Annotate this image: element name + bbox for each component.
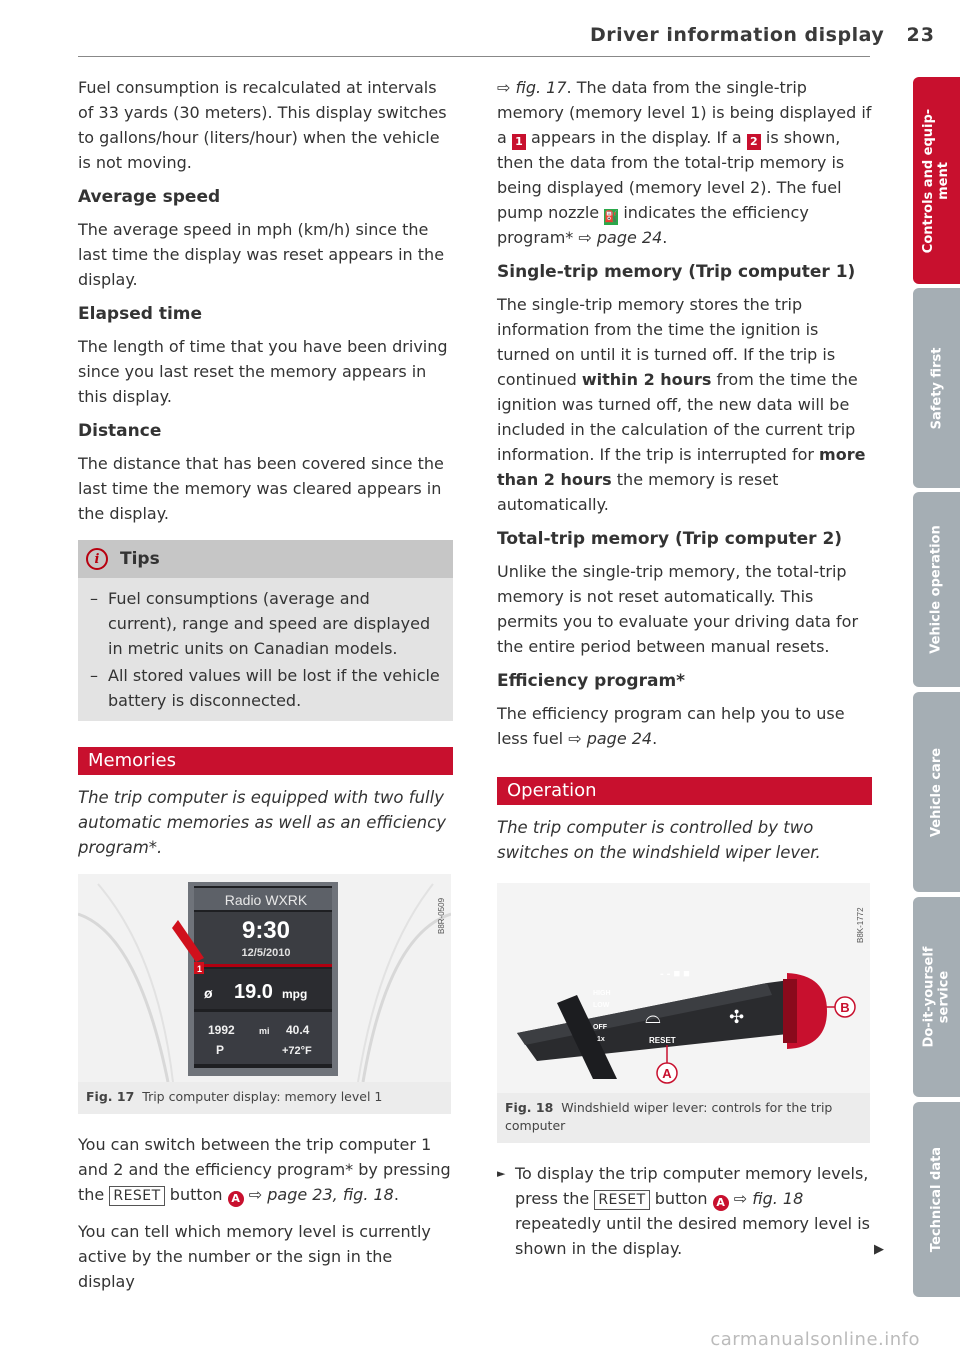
fig18-callout-a: A: [662, 1066, 672, 1081]
figure-18: [497, 883, 870, 1143]
memories-intro: The trip computer is equipped with two fully automatic memories as well as an efficiency program*.: [78, 788, 446, 857]
left-column: [78, 75, 453, 1306]
fig18-off: OFF: [593, 1024, 607, 1031]
callout-a-icon: A: [228, 1191, 244, 1207]
heading-total-trip: Total-trip memory (Trip computer 2): [497, 529, 843, 549]
paragraph-distance: The distance that has been covered since the last time the memory was cleared appears in the display.: [78, 454, 444, 523]
figure-17-caption: [78, 1082, 451, 1114]
tab-vehicle-care[interactable]: [913, 692, 960, 892]
heading-distance: Distance: [78, 421, 162, 441]
fig17-mpg-value: 19.0: [234, 981, 273, 1003]
memory-2-icon: 2: [747, 134, 761, 150]
watermark: carmanualsonline.info: [710, 1329, 920, 1350]
text-run: indicates the efficiency program*: [497, 203, 809, 247]
tab-label: Vehicle care: [929, 747, 944, 837]
section-bar-operation: Operation: [497, 777, 872, 805]
paragraph-average-speed: The average speed in mph (km/h) since the last time the display was reset appears in the display.: [78, 220, 445, 289]
figure-reference: ⇨ fig. 18: [733, 1189, 804, 1208]
tab-controls-and-equipment[interactable]: [913, 77, 960, 284]
figure-18-label: Fig. 18: [505, 1100, 554, 1115]
tab-label: Safety first: [929, 347, 945, 429]
text-run: The single-trip memory stores the trip information from the time the ignition is turned on until it is turned off. If the trip is continued: [497, 295, 836, 389]
page-reference: ⇨ page 23, fig. 18: [248, 1185, 394, 1204]
header-title: Driver information display: [590, 24, 885, 46]
fuel-pump-nozzle-icon: ⛽: [604, 210, 619, 223]
text-run: .: [393, 1185, 399, 1204]
header-rule: [78, 56, 870, 57]
reset-key: RESET: [109, 1186, 164, 1206]
text-run: To display the trip computer memory levels, press the: [515, 1164, 869, 1208]
figure-17: [78, 874, 451, 1114]
tab-label: Vehicle operation: [929, 525, 945, 654]
paragraph-total-trip: Unlike the single-trip memory, the total-trip memory is not reset automatically. This permits you to evaluate your driving data for the entire period between manual resets.: [497, 562, 859, 656]
fig18-code: B8K-1772: [856, 907, 865, 943]
reset-key: RESET: [594, 1190, 649, 1210]
info-icon: i: [86, 548, 108, 570]
fig18-callout-b: B: [840, 1000, 850, 1015]
section-bar-memories: Memories: [78, 747, 453, 775]
fig17-mi: mi: [259, 1026, 270, 1036]
fig18-high: HIGH: [593, 990, 611, 997]
memory-1-icon: 1: [512, 134, 526, 150]
tip-item: – Fuel consumptions (average and current), range and speed are displayed in metric units on Canadian models.: [90, 586, 443, 661]
bold-run: more than 2 hours: [497, 445, 866, 489]
washer-icon: ✣: [729, 1007, 745, 1028]
tab-safety-first[interactable]: [913, 288, 960, 488]
wiper-icon: ⌓: [645, 1004, 661, 1028]
tips-list: [78, 586, 453, 713]
tab-vehicle-operation[interactable]: [913, 492, 960, 687]
step-paragraph: [497, 1161, 872, 1261]
fig17-time: 9:30: [241, 917, 291, 944]
text-run: button: [164, 1185, 228, 1204]
tab-technical-data[interactable]: [913, 1102, 960, 1297]
fig17-code: B8R-0509: [437, 897, 446, 934]
right-column: [497, 75, 884, 1273]
paragraph-memory-indicator: [497, 75, 872, 250]
text-run: The efficiency program can help you to use less fuel: [497, 704, 845, 748]
figure-reference: ⇨ fig. 17: [497, 78, 567, 97]
figure-18-caption: [497, 1093, 870, 1143]
tips-header: [78, 540, 453, 578]
callout-a-icon: A: [713, 1195, 729, 1211]
running-header: [590, 24, 935, 52]
page-number: 23: [906, 24, 935, 46]
text-run: button: [649, 1189, 713, 1208]
figure-17-caption-text: Trip computer display: memory level 1: [142, 1089, 383, 1104]
tab-label: Controls and equip- ment: [921, 108, 952, 253]
fig18-onex: 1x: [597, 1036, 605, 1043]
text-run: the memory is reset automatically.: [497, 470, 779, 514]
fig17-trip: 40.4: [286, 1023, 310, 1037]
tab-label: Do-it-yourself service: [921, 946, 952, 1048]
heading-efficiency: Efficiency program*: [497, 671, 686, 691]
heading-single-trip: Single-trip memory (Trip computer 1): [497, 262, 856, 282]
paragraph-memory-level: You can tell which memory level is currently active by the number or the sign in the display: [78, 1222, 431, 1291]
wiper-lever-illustration: [497, 883, 870, 1093]
tab-do-it-yourself-service[interactable]: [913, 897, 960, 1097]
tips-title: Tips: [120, 549, 160, 569]
svg-text:- - ■ ■: - - ■ ■: [660, 968, 690, 980]
heading-elapsed-time: Elapsed time: [78, 304, 203, 324]
text-run: appears in the display. If a: [525, 128, 747, 147]
fig17-temp: +72°F: [282, 1045, 312, 1057]
tips-box: [78, 540, 453, 721]
paragraph-switch: [78, 1132, 453, 1207]
paragraph-fuel: Fuel consumption is recalculated at intervals of 33 yards (30 meters). This display switches to gallons/hour (liters/hour) when the vehicle is not moving.: [78, 78, 447, 172]
fig17-avg-symbol: ø: [204, 985, 213, 1001]
figure-17-label: Fig. 17: [86, 1089, 135, 1104]
fig18-low: LOW: [593, 1002, 610, 1009]
page-reference: ⇨ page 24: [568, 729, 653, 748]
operation-intro: The trip computer is controlled by two switches on the windshield wiper lever.: [497, 818, 821, 862]
text-run: is shown, then the data from the total-trip memory is being displayed (memory level 2). The fuel pump nozzle: [497, 128, 845, 222]
text-run: You can switch between the trip computer 1 and 2 and the efficiency program* by pressing the: [78, 1135, 451, 1204]
text-run: from the time the ignition was turned off, the new data will be included in the calculation of the current trip information. If the trip is interrupted for: [497, 370, 858, 464]
figure-18-caption-text: Windshield wiper lever: controls for the trip computer: [505, 1100, 833, 1133]
fig17-mpg-unit: mpg: [282, 987, 308, 1001]
heading-average-speed: Average speed: [78, 187, 221, 207]
page-reference: ⇨ page 24: [578, 228, 663, 247]
tab-label: Technical data: [929, 1146, 944, 1253]
tip-item: – All stored values will be lost if the vehicle battery is disconnected.: [90, 663, 443, 713]
text-run: .: [652, 729, 658, 748]
text-run: .: [662, 228, 668, 247]
bold-run: within 2 hours: [581, 370, 712, 389]
fig17-level: 1: [197, 964, 203, 974]
text-run: repeatedly until the desired memory level is shown in the display.: [515, 1214, 870, 1258]
fig18-reset: RESET: [649, 1036, 676, 1045]
paragraph-single-trip: [497, 292, 872, 517]
continue-arrow-icon: ▶: [874, 1242, 884, 1257]
fig17-date: 12/5/2010: [241, 947, 291, 959]
fig17-miles: 1992: [208, 1023, 235, 1037]
fig17-gear: P: [216, 1043, 225, 1057]
trip-computer-display-illustration: [78, 874, 451, 1082]
step-block: [497, 1161, 884, 1261]
fig17-radio: Radio WXRK: [224, 892, 308, 908]
paragraph-elapsed-time: The length of time that you have been driving since you last reset the memory appears in this display.: [78, 337, 448, 406]
text-run: . The data from the single-trip memory (memory level 1) is being displayed if a: [497, 78, 872, 147]
paragraph-efficiency: [497, 701, 872, 751]
